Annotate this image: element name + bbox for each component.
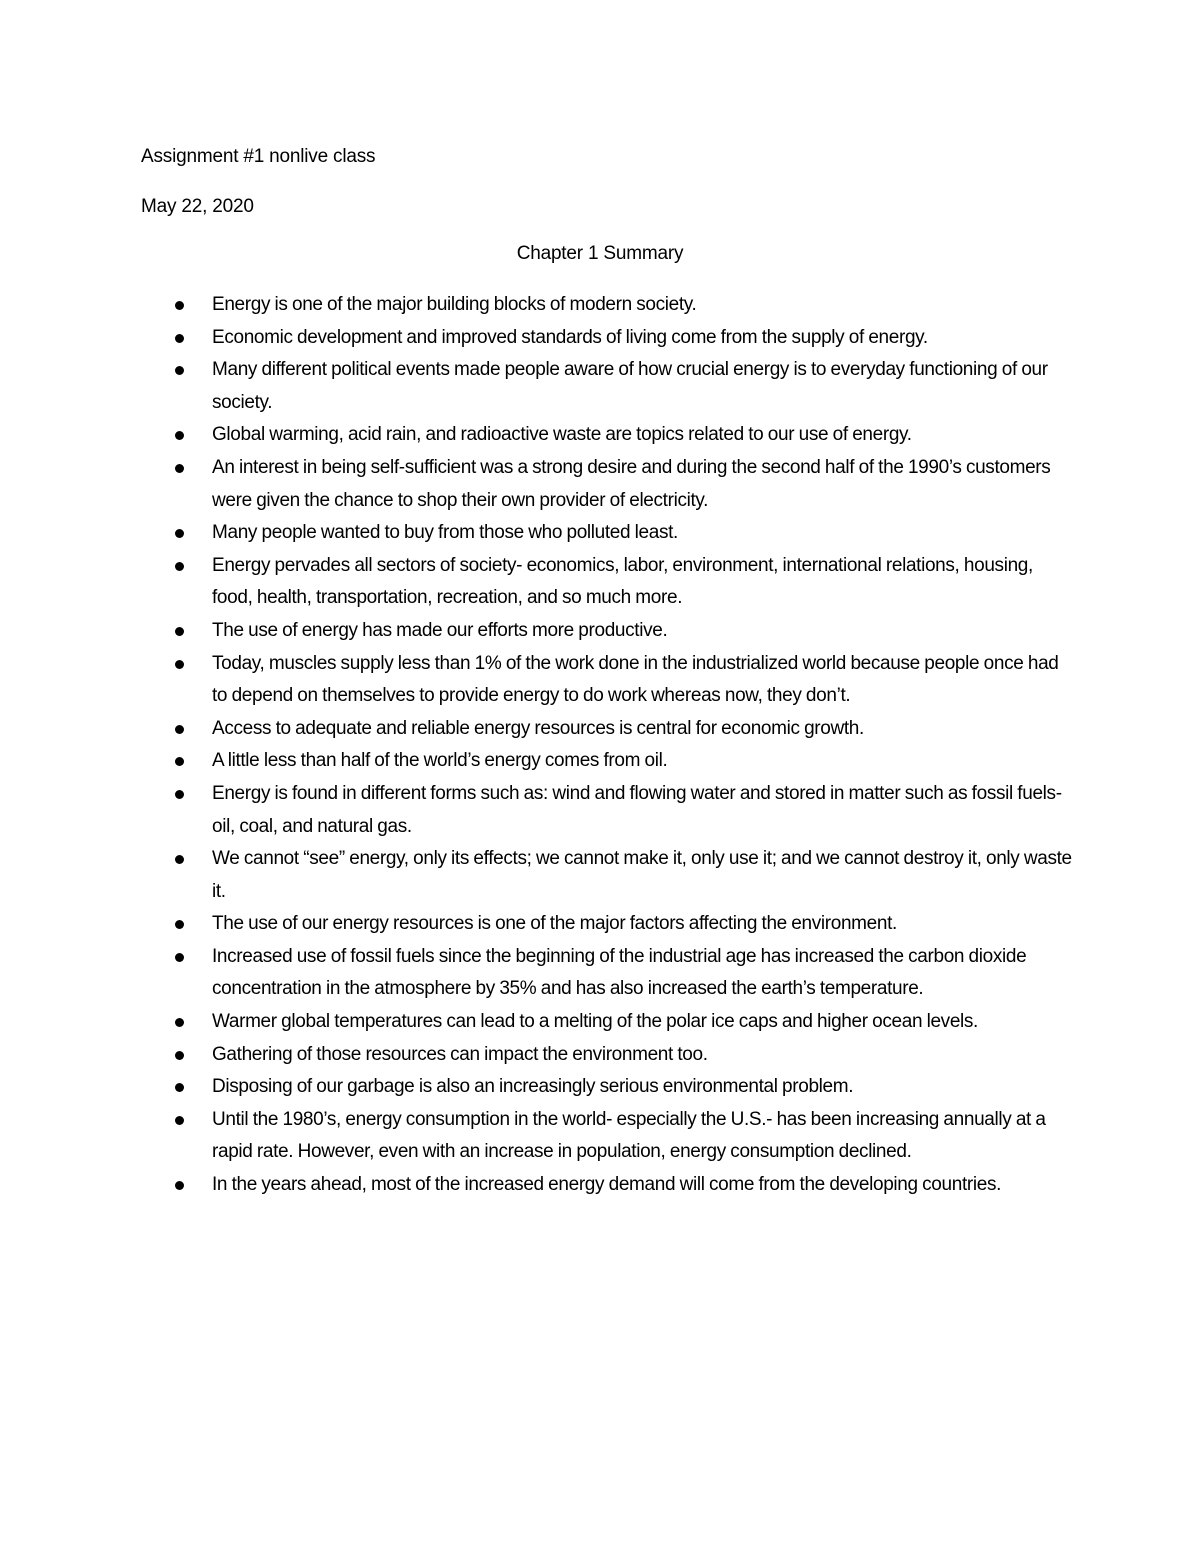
bullet-icon bbox=[175, 1083, 184, 1092]
bullet-icon bbox=[175, 855, 184, 864]
bullet-icon bbox=[175, 920, 184, 929]
list-item bbox=[172, 289, 1072, 322]
document-date: May 22, 2020 bbox=[141, 196, 254, 217]
list-item-text: Energy is one of the major building blocks of modern society. bbox=[212, 294, 697, 315]
list-item bbox=[172, 941, 1072, 1006]
bullet-icon bbox=[175, 1116, 184, 1125]
bullet-icon bbox=[175, 790, 184, 799]
list-item bbox=[172, 1071, 1072, 1104]
list-item-text: Access to adequate and reliable energy resources is central for economic growth. bbox=[212, 717, 864, 739]
list-item-text: Warmer global temperatures can lead to a melting of the polar ice caps and higher ocean levels. bbox=[212, 1011, 978, 1033]
list-item-text: Economic development and improved standards of living come from the supply of energy. bbox=[212, 326, 928, 348]
list-item bbox=[172, 452, 1072, 517]
chapter-heading: Chapter 1 Summary bbox=[516, 243, 684, 264]
list-item-text: Energy is found in different forms such as: wind and flowing water and stored in matter such as fossil fuels- oil, coal, and natural gas. bbox=[212, 782, 1062, 837]
bullet-icon bbox=[175, 301, 184, 310]
list-item-text: Disposing of our garbage is also an increasingly serious environmental problem. bbox=[212, 1076, 854, 1098]
bullet-icon bbox=[175, 366, 184, 375]
bullet-icon bbox=[175, 757, 184, 766]
list-item bbox=[172, 615, 1072, 648]
bullet-icon bbox=[175, 627, 184, 636]
list-item-text: Gathering of those resources can impact the environment too. bbox=[212, 1043, 708, 1065]
list-item bbox=[172, 1006, 1072, 1039]
list-item-text: An interest in being self-sufficient was a strong desire and during the second half of the 1990’s customers were given the chance to shop their own provider of electricity. bbox=[212, 456, 1051, 511]
assignment-title: Assignment #1 nonlive class bbox=[141, 146, 376, 167]
list-item-text: Until the 1980’s, energy consumption in the world- especially the U.S.- has been increasing annually at a rapid rate. However, even with an increase in population, energy consumption declined. bbox=[212, 1108, 1046, 1163]
list-item-text: Global warming, acid rain, and radioactive waste are topics related to our use of energy. bbox=[212, 424, 912, 446]
bullet-icon bbox=[175, 431, 184, 440]
list-item bbox=[172, 1039, 1072, 1072]
bullet-icon bbox=[175, 953, 184, 962]
bullet-icon bbox=[175, 334, 184, 343]
list-item-text: Many people wanted to buy from those who polluted least. bbox=[212, 522, 678, 544]
list-item bbox=[172, 843, 1072, 908]
list-item-text: Increased use of fossil fuels since the beginning of the industrial age has increased the carbon dioxide concentration in the atmosphere by 35% and has also increased the earth’s temperature. bbox=[212, 945, 1027, 1000]
list-item bbox=[172, 1169, 1072, 1202]
list-item bbox=[172, 908, 1072, 941]
bullet-icon bbox=[175, 562, 184, 571]
list-item-text: Today, muscles supply less than 1% of the work done in the industrialized world because people once had to depend on themselves to provide energy to do work whereas now, they don’t. bbox=[212, 652, 1059, 707]
summary-bullet-list bbox=[172, 289, 1072, 1202]
bullet-icon bbox=[175, 529, 184, 538]
bullet-icon bbox=[175, 464, 184, 473]
list-item-text: A little less than half of the world’s energy comes from oil. bbox=[212, 750, 668, 772]
list-item bbox=[172, 419, 1072, 452]
list-item-text: The use of energy has made our efforts more productive. bbox=[212, 619, 668, 641]
list-item bbox=[172, 648, 1072, 713]
bullet-icon bbox=[175, 1018, 184, 1027]
list-item bbox=[172, 778, 1072, 843]
bullet-icon bbox=[175, 1181, 184, 1190]
list-item-text: The use of our energy resources is one of the major factors affecting the environment. bbox=[212, 913, 897, 935]
list-item bbox=[172, 745, 1072, 778]
list-item-text: In the years ahead, most of the increased energy demand will come from the developing countries. bbox=[212, 1174, 1002, 1196]
list-item bbox=[172, 354, 1072, 419]
list-item bbox=[172, 550, 1072, 615]
bullet-icon bbox=[175, 725, 184, 734]
bullet-icon bbox=[175, 1051, 184, 1060]
list-item-text: Many different political events made people aware of how crucial energy is to everyday functioning of our society. bbox=[212, 359, 1048, 413]
list-item-text: We cannot “see” energy, only its effects; we cannot make it, only use it; and we cannot destroy it, only waste it. bbox=[212, 848, 1072, 902]
list-item-text: Energy pervades all sectors of society- economics, labor, environment, international relations, housing, food, health, transportation, recreation, and so much more. bbox=[212, 554, 1033, 609]
list-item bbox=[172, 1104, 1072, 1169]
list-item bbox=[172, 517, 1072, 550]
bullet-icon bbox=[175, 660, 184, 669]
list-item bbox=[172, 322, 1072, 355]
list-item bbox=[172, 713, 1072, 746]
